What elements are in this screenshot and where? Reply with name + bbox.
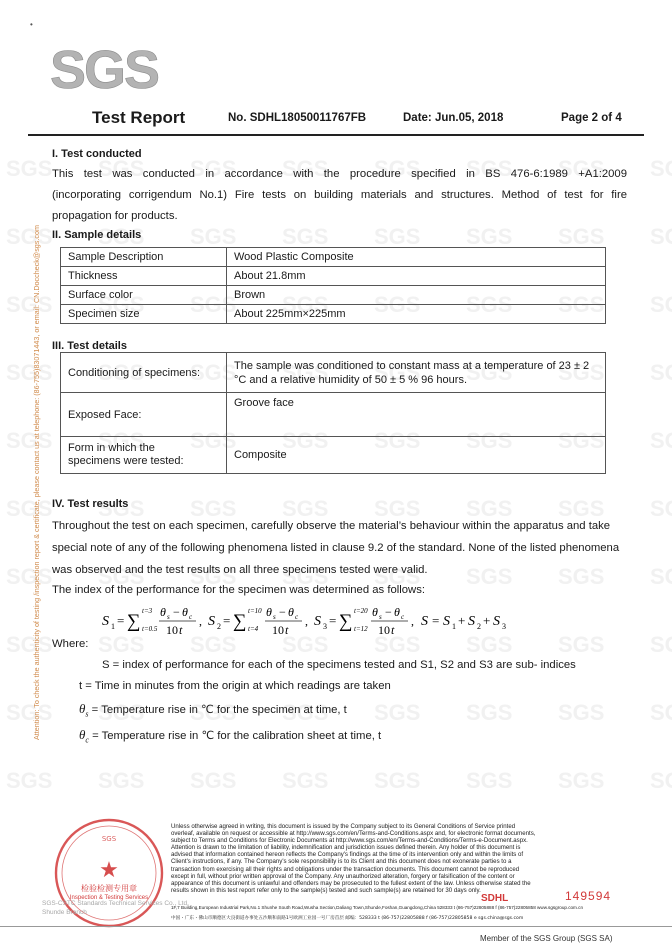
svg-text:∑: ∑ <box>233 611 247 632</box>
section-4-body <box>52 515 627 581</box>
svg-text:t=12: t=12 <box>354 625 368 633</box>
svg-text:∑: ∑ <box>127 611 141 632</box>
svg-text:∑: ∑ <box>339 611 353 632</box>
svg-text:c: c <box>295 613 299 621</box>
svg-text:=: = <box>432 613 440 628</box>
disclaimer-line: results shown in this test report refer only to the sample(s) tested and such sample(s) are retained for 30 days only. <box>171 886 481 894</box>
svg-text:,: , <box>305 614 308 628</box>
report-date: Date: Jun.05, 2018 <box>403 112 504 124</box>
member-line: Member of the SGS Group (SGS SA) <box>480 934 613 943</box>
section-4-line: was observed and the test results on all three specimens tested were valid. <box>52 564 428 576</box>
page-number: Page 2 of 4 <box>561 112 622 124</box>
svg-text:10: 10 <box>272 623 284 637</box>
footer-rule <box>0 926 672 927</box>
table-cell-value: About 225mm×225mm <box>227 305 606 324</box>
report-title: Test Report <box>92 108 186 127</box>
section-4-line: special note of any of the following phenomena listed in clause 9.2 of the standard. None of the listed phenomena <box>52 542 620 554</box>
authenticity-notice-text: Attention: To check the authenticity of testing /inspection report & certificate, please contact us at telephone: (86-755)83071443, or email: CN.Doccheck@sgs.com <box>32 225 41 740</box>
svg-text:S: S <box>493 614 500 629</box>
table-row <box>61 305 606 324</box>
definition-s: S = index of performance for each of the specimens tested and S1, S2 and S3 are sub- indices <box>102 659 576 671</box>
svg-text:s: s <box>273 613 276 621</box>
table-cell-value: About 21.8mm <box>227 267 606 286</box>
definition-t: t = Time in minutes from the origin at which readings are taken <box>79 680 391 692</box>
svg-text:+: + <box>483 613 491 628</box>
table-cell-label: Specimen size <box>61 305 227 324</box>
svg-text:S: S <box>468 614 475 629</box>
svg-text:★: ★ <box>99 857 119 882</box>
disclaimer-line: Client's instructions, if any. The Company's sole responsibility is to its Client and this document does not exonerate parties to a <box>171 858 512 866</box>
definition-theta-c-text: = Temperature rise in ℃ for the calibration sheet at time, t <box>92 730 382 742</box>
table-cell-value: The sample was conditioned to constant mass at a temperature of 23 ± 2 °C and a relative humidity of 50 ± 5 % 96 hours. <box>227 353 606 393</box>
svg-text:c: c <box>189 613 193 621</box>
svg-text:−: − <box>385 605 392 619</box>
svg-text:t: t <box>391 623 395 637</box>
company-branch: Shunde Branch <box>42 909 87 916</box>
svg-text:10: 10 <box>166 623 178 637</box>
svg-text:=: = <box>223 613 231 628</box>
svg-text:t=10: t=10 <box>248 607 262 615</box>
svg-text:S: S <box>208 614 215 629</box>
section-1-line: (incorporating corrigendum No.1) Fire tests on building materials and structures. Method of test for fire <box>52 189 627 201</box>
svg-text:S: S <box>102 614 109 629</box>
svg-text:θ: θ <box>182 605 188 619</box>
disclaimer-line: Unless otherwise agreed in writing, this document is issued by the Company subject to its General Conditions of Service printed <box>171 823 516 830</box>
table-cell-label: Thickness <box>61 267 227 286</box>
stamp-cn-text: 检验检测专用章 <box>81 884 137 893</box>
svg-text:2: 2 <box>477 622 481 631</box>
table-row <box>61 267 606 286</box>
where-label: Where: <box>52 638 89 650</box>
svg-text:θ: θ <box>266 605 272 619</box>
svg-text:S: S <box>421 614 428 629</box>
report-number: No. SDHL18050011767FB <box>228 112 367 124</box>
company-name: SGS-CSTC Standards Technical Services Co., Ltd. <box>42 900 189 907</box>
stamp-en-text: Inspection & Testing Services <box>69 895 149 901</box>
svg-text:θ: θ <box>394 605 400 619</box>
table-cell-value: Wood Plastic Composite <box>227 248 606 267</box>
section-2-heading: II. Sample details <box>52 229 142 241</box>
table-cell-value: Brown <box>227 286 606 305</box>
definition-theta-c: $\theta_c$ = Temperature rise in ℃ for the calibration sheet at time, t <box>79 727 382 745</box>
svg-text:,: , <box>199 614 202 628</box>
svg-text:t=0.5: t=0.5 <box>142 625 158 633</box>
table-cell-value: Groove face <box>227 393 606 437</box>
svg-text:t=20: t=20 <box>354 607 368 615</box>
disclaimer-line: advised that information contained hereon reflects the Company's findings at the time of its intervention only and within the limits of <box>171 851 524 859</box>
table-row <box>61 286 606 305</box>
disclaimer <box>171 823 621 894</box>
svg-text:10: 10 <box>378 623 390 637</box>
section-1-line: This test was conducted in accordance with the procedure specified in BS 476-6:1989 +A1:2009 <box>52 168 627 180</box>
disclaimer-line: except in full, without prior written approval of the Company. Any unauthorized alteration, forgery or falsification of the content or <box>171 872 515 880</box>
index-intro: The index of the performance for the specimen was determined as follows: <box>52 584 425 596</box>
svg-text:2: 2 <box>217 622 221 631</box>
svg-text:SGS: SGS <box>101 835 117 843</box>
svg-text:1: 1 <box>111 622 115 631</box>
table-row <box>61 393 606 437</box>
table-cell-label: Form in which the specimens were tested: <box>61 437 227 474</box>
svg-text:−: − <box>173 605 180 619</box>
svg-text:1: 1 <box>452 622 456 631</box>
test-details-table <box>60 352 606 474</box>
svg-text:,: , <box>411 614 414 628</box>
logo-dot: • <box>30 20 33 29</box>
section-1-heading: I. Test conducted <box>52 148 142 160</box>
svg-text:s: s <box>167 613 170 621</box>
address-english: 1F,7 Building,European Industrial Park,No.1 Shunhe South Road,Wusha Section,Daliang Town,Shunde,Foshan,Guangdong,China 528333 t (86-757)22805888 f (86-757)22805858 www.sgsgroup.com.cn <box>171 905 584 910</box>
svg-text:c: c <box>401 613 405 621</box>
svg-text:θ: θ <box>160 605 166 619</box>
definition-theta-s: $\theta_s$ = Temperature rise in ℃ for the specimen at time, t <box>79 701 347 719</box>
svg-text:=: = <box>329 613 337 628</box>
svg-text:3: 3 <box>323 622 327 631</box>
svg-text:S: S <box>443 614 450 629</box>
header-rule <box>28 134 644 136</box>
svg-text:=: = <box>117 613 125 628</box>
sgs-logo-text: SGS <box>50 40 159 100</box>
svg-text:S: S <box>314 614 321 629</box>
table-row <box>61 248 606 267</box>
table-row <box>61 353 606 393</box>
svg-text:t: t <box>179 623 183 637</box>
address-chinese: 中国・广东・佛山市顺德区大良街道办事处五沙顺和南路1号欧洲工业园一号厂房首层 邮编：528333 t (86-757)22805888 f (86-757)22805858 e sgs.china@sgs.com <box>171 916 524 921</box>
authenticity-notice <box>20 150 41 740</box>
section-4-line: Throughout the test on each specimen, carefully observe the material’s behaviour within the apparatus and take <box>52 520 611 532</box>
serial-number: 149594 <box>565 889 612 903</box>
table-cell-value: Composite <box>227 437 606 474</box>
svg-text:θ: θ <box>288 605 294 619</box>
disclaimer-line: appearance of this document is unlawful and offenders may be prosecuted to the fullest extent of the law. Unless otherwise stated the <box>171 879 531 887</box>
svg-text:−: − <box>279 605 286 619</box>
table-cell-label: Conditioning of specimens: <box>61 353 227 393</box>
svg-text:3: 3 <box>502 622 506 631</box>
svg-text:s: s <box>379 613 382 621</box>
disclaimer-line: Attention is drawn to the limitation of liability, indemnification and jurisdiction issues defined therein. Any holder of this document is <box>171 844 521 852</box>
section-4-heading: IV. Test results <box>52 498 129 510</box>
svg-text:θ: θ <box>372 605 378 619</box>
table-cell-label: Exposed Face: <box>61 393 227 437</box>
table-cell-label: Surface color <box>61 286 227 305</box>
disclaimer-line: transaction from exercising all their rights and obligations under the transaction documents. This document cannot be reproduced <box>171 865 520 873</box>
svg-text:t=3: t=3 <box>142 607 153 615</box>
disclaimer-line: overleaf, available on request or accessible at http://www.sgs.com/en/Terms-and-Conditions.aspx and, for electronic format documents, <box>171 830 536 838</box>
svg-text:+: + <box>458 613 466 628</box>
section-1-line: propagation for products. <box>52 210 178 222</box>
svg-text:t: t <box>285 623 289 637</box>
disclaimer-line: subject to Terms and Conditions for Electronic Documents at http://www.sgs.com/en/Terms-and-Conditions/Terms-e-Document.aspx. <box>171 837 528 845</box>
performance-index-formula <box>100 601 530 641</box>
section-1-body <box>52 164 627 227</box>
table-row <box>61 437 606 474</box>
sample-details-table <box>60 247 606 324</box>
definition-theta-s-text: = Temperature rise in ℃ for the specimen at time, t <box>91 704 347 716</box>
svg-text:t=4: t=4 <box>248 625 259 633</box>
table-cell-label: Sample Description <box>61 248 227 267</box>
sgs-logo <box>48 42 158 108</box>
section-3-heading: III. Test details <box>52 340 127 352</box>
sdhl-code: SDHL <box>481 893 509 904</box>
